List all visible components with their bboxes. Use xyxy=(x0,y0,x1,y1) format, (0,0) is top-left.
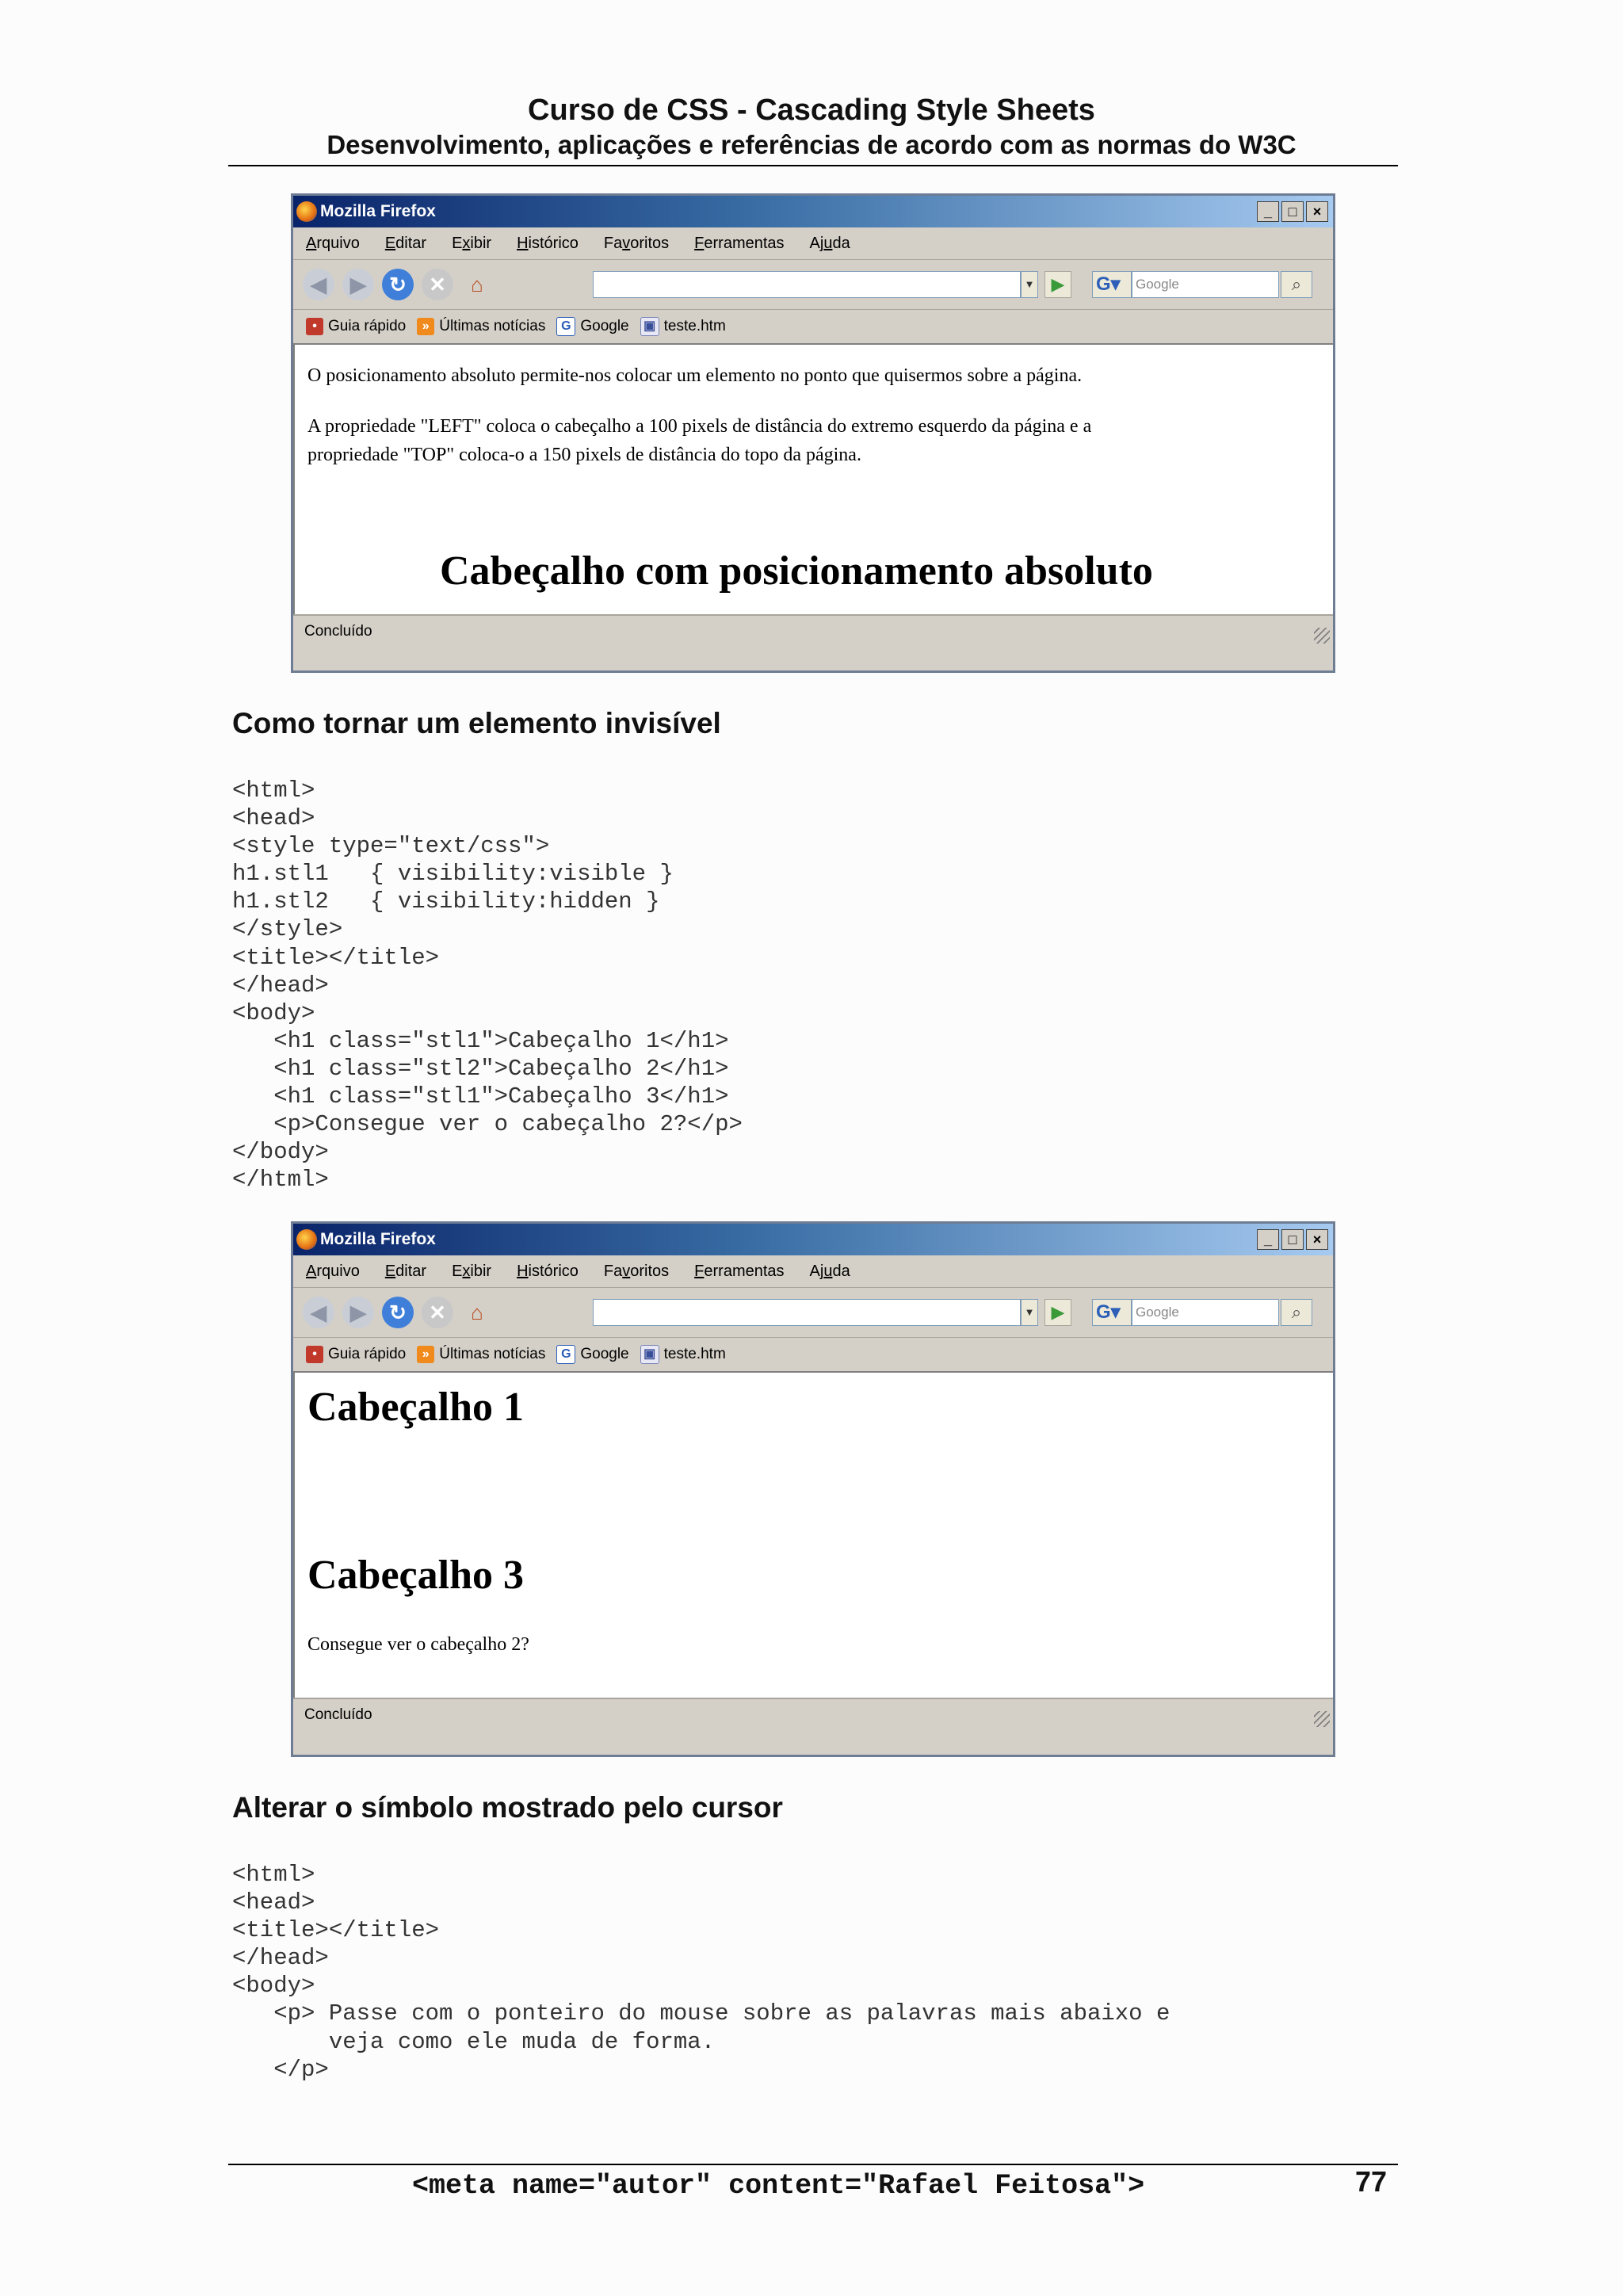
code-line: <html> xyxy=(232,777,315,804)
browser-titlebar xyxy=(293,1224,1333,1255)
google-icon: G xyxy=(556,1345,575,1364)
search-icon[interactable]: ⌕ xyxy=(1281,271,1312,298)
back-icon[interactable]: ◀ xyxy=(303,1297,334,1328)
section-title-invisible: Como tornar um elemento invisível xyxy=(232,707,721,739)
reload-icon[interactable]: ↻ xyxy=(382,1297,414,1328)
paragraph-2-line-1: A propriedade "LEFT" coloca o cabeçalho a 100 pixels de distância do extremo esquerdo da página e a xyxy=(307,416,1092,437)
footer-meta-tag: <meta name="autor" content="Rafael Feitosa"> xyxy=(412,2170,1145,2202)
rss-icon: » xyxy=(417,1346,434,1363)
code-line: <title></title> xyxy=(232,1917,440,1944)
close-button[interactable]: × xyxy=(1306,201,1328,222)
footer-divider xyxy=(228,2164,1398,2165)
browser-title: Mozilla Firefox xyxy=(320,1230,436,1248)
menu-editar[interactable]: Editar xyxy=(384,234,427,252)
absolute-heading: Cabeçalho com posicionamento absoluto xyxy=(440,548,1153,594)
browser-titlebar xyxy=(293,196,1333,227)
bookmark-ultimas-noticias[interactable] xyxy=(417,318,545,335)
bookmark-google[interactable] xyxy=(556,1345,628,1364)
bookmark-guia-rapido[interactable] xyxy=(306,318,406,335)
status-bar xyxy=(293,614,1333,647)
address-dropdown-icon[interactable]: ▼ xyxy=(1021,271,1038,298)
firefox-logo-icon xyxy=(296,201,317,222)
minimize-button[interactable]: _ xyxy=(1257,201,1279,222)
code-line: <p>Consegue ver o cabeçalho 2?</p> xyxy=(232,1111,743,1138)
page-icon: ▣ xyxy=(640,317,659,336)
search-input[interactable]: Google xyxy=(1132,271,1279,298)
stop-icon[interactable]: ✕ xyxy=(422,269,453,300)
code-block-invisible xyxy=(232,777,743,1194)
bookmark-guia-rapido[interactable] xyxy=(306,1346,406,1363)
menu-historico[interactable]: Histórico xyxy=(517,1262,579,1280)
bookmark-label: Google xyxy=(580,318,629,334)
search-engine-icon[interactable]: G▾ xyxy=(1092,271,1132,298)
heading-3: Cabeçalho 3 xyxy=(307,1553,524,1598)
rss-icon: » xyxy=(417,318,434,335)
paragraph-2-line-2: propriedade "TOP" coloca-o a 150 pixels de distância do topo da página. xyxy=(307,445,861,465)
address-bar[interactable] xyxy=(593,271,1021,298)
code-line: <h1 class="stl1">Cabeçalho 3</h1> xyxy=(232,1083,729,1110)
bookmark-google[interactable] xyxy=(556,317,628,336)
menu-exibir[interactable]: Exibir xyxy=(452,234,492,252)
stop-icon[interactable]: ✕ xyxy=(422,1297,453,1328)
resize-grip-icon[interactable] xyxy=(1314,1711,1330,1727)
status-text: Concluído xyxy=(304,622,372,640)
menu-favoritos[interactable]: Favoritos xyxy=(603,234,670,252)
code-line: <html> xyxy=(232,1862,315,1888)
code-line: <head> xyxy=(232,1889,315,1916)
guide-icon: • xyxy=(306,318,323,335)
bookmark-teste[interactable] xyxy=(640,317,726,336)
browser-screenshot-visibility xyxy=(291,1221,1335,1757)
menu-arquivo[interactable]: Arquivo xyxy=(306,234,360,252)
search-engine-icon[interactable]: G▾ xyxy=(1092,1299,1132,1326)
code-line: h1.stl2 { visibility:hidden } xyxy=(232,888,660,915)
page-content xyxy=(293,1373,1333,1698)
section-title-cursor: Alterar o símbolo mostrado pelo cursor xyxy=(232,1791,783,1824)
menu-bar xyxy=(293,227,1333,260)
page-header-title: Curso de CSS - Cascading Style Sheets xyxy=(528,94,1095,127)
browser-screenshot-absolute-position xyxy=(291,193,1335,673)
browser-title: Mozilla Firefox xyxy=(320,202,436,220)
header-divider xyxy=(228,165,1398,166)
code-line: </html> xyxy=(232,1167,329,1194)
bookmarks-toolbar xyxy=(293,1338,1333,1373)
code-line: <body> xyxy=(232,999,315,1026)
go-icon[interactable]: ▶ xyxy=(1044,271,1071,298)
page-number: 77 xyxy=(1355,2165,1388,2198)
bookmark-label: teste.htm xyxy=(663,1346,726,1362)
forward-icon[interactable]: ▶ xyxy=(342,269,374,300)
code-line: </head> xyxy=(232,972,329,999)
status-text: Concluído xyxy=(304,1706,372,1723)
code-line: <h1 class="stl2">Cabeçalho 2</h1> xyxy=(232,1055,729,1082)
search-icon[interactable]: ⌕ xyxy=(1281,1299,1312,1326)
menu-arquivo[interactable]: Arquivo xyxy=(306,1262,360,1280)
bookmarks-toolbar xyxy=(293,310,1333,345)
code-line: <style type="text/css"> xyxy=(232,833,550,860)
search-input[interactable]: Google xyxy=(1132,1299,1279,1326)
google-icon: G xyxy=(556,317,575,336)
menu-exibir[interactable]: Exibir xyxy=(452,1262,492,1280)
menu-ajuda[interactable]: Ajuda xyxy=(809,1262,850,1280)
back-icon[interactable]: ◀ xyxy=(303,269,334,300)
bookmark-teste[interactable] xyxy=(640,1345,726,1364)
maximize-button[interactable]: □ xyxy=(1281,1229,1304,1250)
bookmark-label: teste.htm xyxy=(663,318,726,334)
heading-1: Cabeçalho 1 xyxy=(307,1385,524,1430)
page-header-subtitle: Desenvolvimento, aplicações e referências de acordo com as normas do W3C xyxy=(327,130,1296,159)
code-block-cursor xyxy=(232,1861,1170,2084)
menu-editar[interactable]: Editar xyxy=(384,1262,427,1280)
menu-bar xyxy=(293,1255,1333,1288)
bookmark-label: Guia rápido xyxy=(328,1346,407,1362)
code-line: veja como ele muda de forma. xyxy=(232,2028,716,2055)
code-line: </p> xyxy=(232,2056,329,2083)
menu-ferramentas[interactable]: Ferramentas xyxy=(694,234,785,252)
reload-icon[interactable]: ↻ xyxy=(382,269,414,300)
code-line: <p> Passe com o ponteiro do mouse sobre as palavras mais abaixo e xyxy=(232,2000,1170,2027)
code-line: <body> xyxy=(232,1973,315,2000)
resize-grip-icon[interactable] xyxy=(1314,628,1330,644)
bookmark-label: Últimas notícias xyxy=(439,1346,546,1362)
code-line: </head> xyxy=(232,1945,329,1972)
guide-icon: • xyxy=(306,1346,323,1363)
minimize-button[interactable]: _ xyxy=(1257,1229,1279,1250)
paragraph-1: O posicionamento absoluto permite-nos colocar um elemento no ponto que quisermos sobre a página. xyxy=(307,365,1083,386)
home-icon[interactable]: ⌂ xyxy=(471,273,483,296)
navigation-toolbar xyxy=(293,260,1333,310)
home-icon[interactable]: ⌂ xyxy=(471,1301,483,1324)
maximize-button[interactable]: □ xyxy=(1281,201,1304,222)
code-line: </body> xyxy=(232,1139,329,1166)
address-bar[interactable] xyxy=(593,1299,1021,1326)
bookmark-label: Google xyxy=(580,1346,629,1362)
address-dropdown-icon[interactable]: ▼ xyxy=(1021,1299,1038,1326)
close-button[interactable]: × xyxy=(1306,1229,1328,1250)
menu-ajuda[interactable]: Ajuda xyxy=(809,234,850,252)
bookmark-label: Últimas notícias xyxy=(439,318,546,334)
question-paragraph: Consegue ver o cabeçalho 2? xyxy=(307,1634,529,1655)
navigation-toolbar xyxy=(293,1288,1333,1338)
menu-favoritos[interactable]: Favoritos xyxy=(603,1262,670,1280)
page-icon: ▣ xyxy=(640,1345,659,1364)
firefox-logo-icon xyxy=(296,1229,317,1250)
code-line: h1.stl1 { visibility:visible } xyxy=(232,861,674,888)
code-line: </style> xyxy=(232,916,343,943)
go-icon[interactable]: ▶ xyxy=(1044,1299,1071,1326)
status-bar xyxy=(293,1698,1333,1730)
bookmark-ultimas-noticias[interactable] xyxy=(417,1346,545,1363)
forward-icon[interactable]: ▶ xyxy=(342,1297,374,1328)
page-content xyxy=(293,345,1333,614)
bookmark-label: Guia rápido xyxy=(328,318,407,334)
code-line: <h1 class="stl1">Cabeçalho 1</h1> xyxy=(232,1027,729,1054)
menu-historico[interactable]: Histórico xyxy=(517,234,579,252)
code-line: <title></title> xyxy=(232,944,440,971)
menu-ferramentas[interactable]: Ferramentas xyxy=(694,1262,785,1280)
code-line: <head> xyxy=(232,805,315,832)
